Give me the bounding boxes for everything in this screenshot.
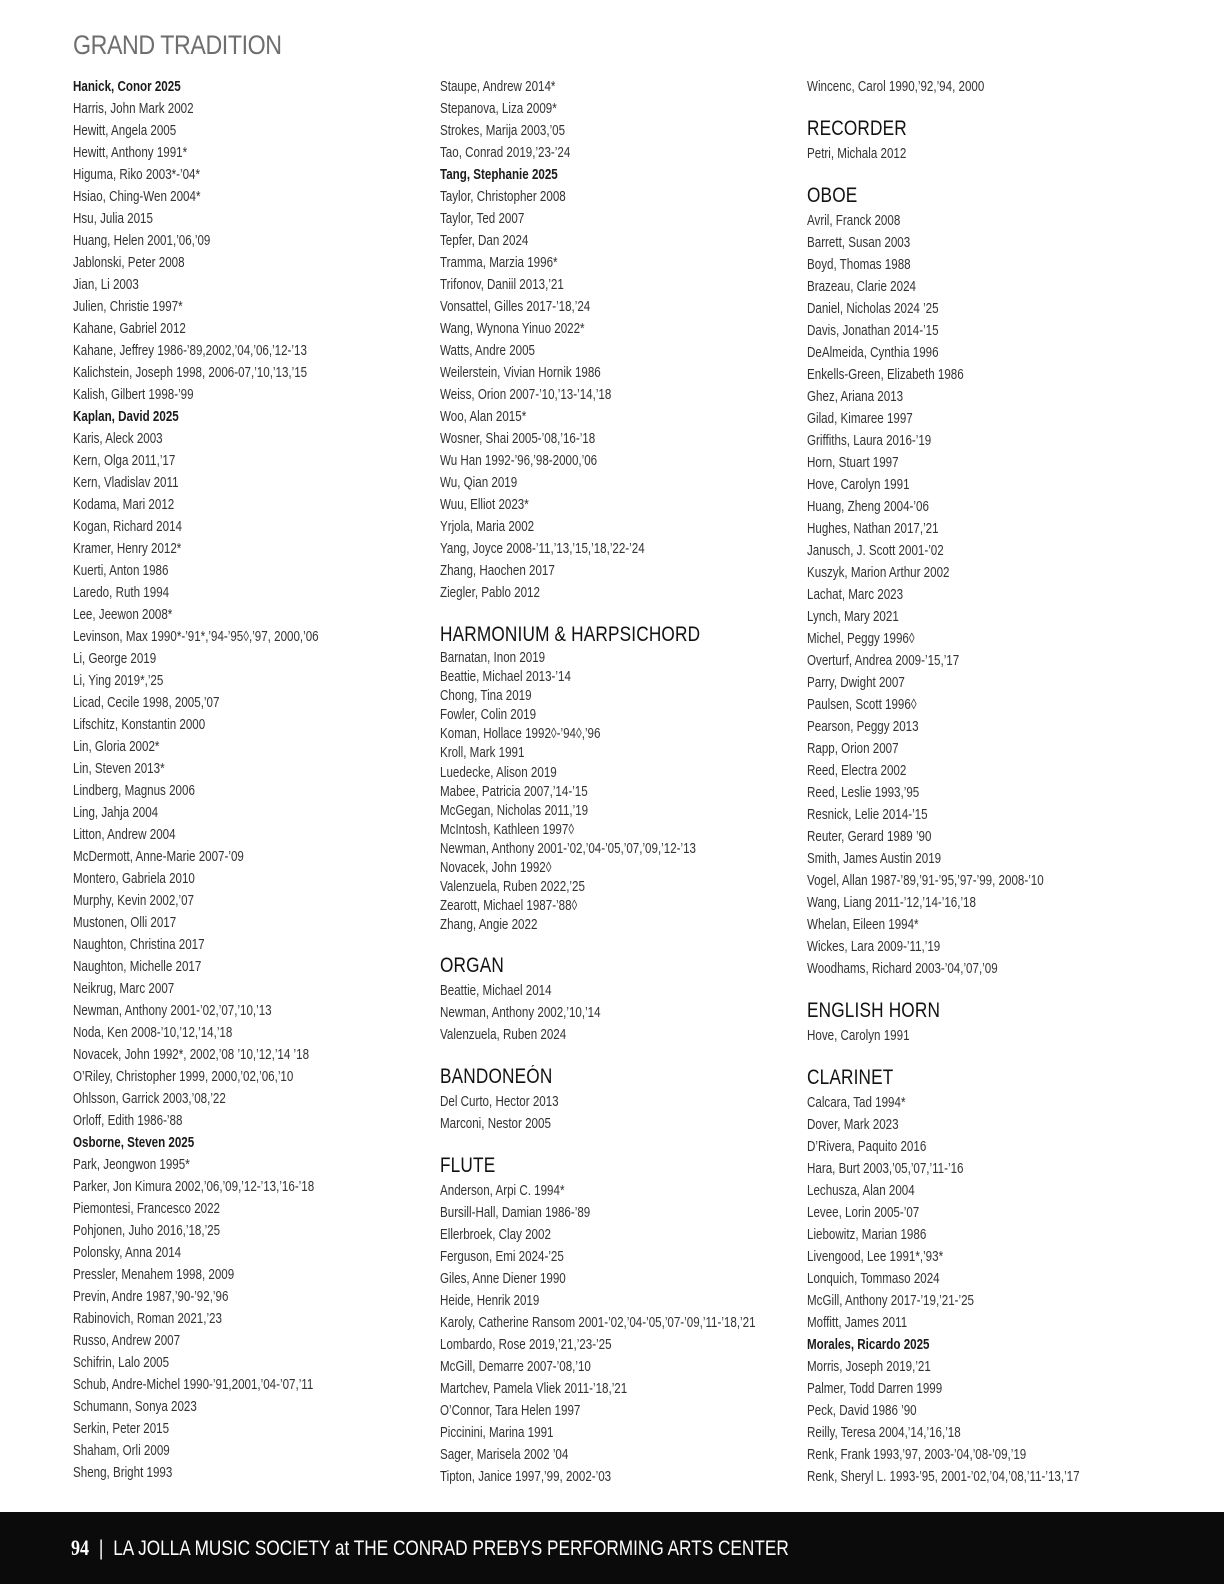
artist-entry: Wu Han 1992-’96,’98-2000,’06 bbox=[440, 453, 598, 469]
artist-entry: Sheng, Bright 1993 bbox=[73, 1465, 173, 1481]
artist-entry: Levee, Lorin 2005-’07 bbox=[807, 1205, 920, 1221]
artist-entry: Chong, Tina 2019 bbox=[440, 688, 532, 705]
artist-entry: Polonsky, Anna 2014 bbox=[73, 1245, 182, 1261]
artist-entry: Martchev, Pamela Vliek 2011-’18,’21 bbox=[440, 1381, 628, 1398]
artist-entry: Tipton, Janice 1997,’99, 2002-’03 bbox=[440, 1469, 612, 1486]
artist-entry: Vonsattel, Gilles 2017-’18,’24 bbox=[440, 299, 591, 315]
artist-entry: Wickes, Lara 2009-’11,’19 bbox=[807, 939, 941, 955]
artist-entry: Litton, Andrew 2004 bbox=[73, 827, 176, 843]
artist-entry: Gilad, Kimaree 1997 bbox=[807, 411, 913, 427]
artist-entry: Harris, John Mark 2002 bbox=[73, 101, 194, 117]
artist-entry: Piemontesi, Francesco 2022 bbox=[73, 1201, 221, 1217]
artist-entry: McDermott, Anne-Marie 2007-’09 bbox=[73, 849, 244, 865]
column-3 bbox=[807, 76, 1167, 1488]
artist-entry: Zearott, Michael 1987-’88◊ bbox=[440, 898, 578, 915]
artist-entry: Lachat, Marc 2023 bbox=[807, 587, 904, 603]
artist-entry: McGegan, Nicholas 2011,’19 bbox=[440, 802, 589, 819]
artist-entry: Mabee, Patricia 2007,’14-’15 bbox=[440, 783, 588, 800]
artist-entry: Renk, Frank 1993,’97, 2003-’04,’08-’09,’19 bbox=[807, 1447, 1027, 1463]
artist-entry: Koman, Hollace 1992◊-’94◊,’96 bbox=[440, 726, 601, 743]
artist-entry: Licad, Cecile 1998, 2005,’07 bbox=[73, 695, 220, 711]
artist-entry: Newman, Anthony 2001-’02,’07,’10,’13 bbox=[73, 1003, 272, 1019]
artist-entry: Luedecke, Alison 2019 bbox=[440, 764, 557, 781]
artist-entry: Smith, James Austin 2019 bbox=[807, 851, 942, 867]
artist-entry: Yrjola, Maria 2002 bbox=[440, 519, 535, 535]
artist-entry: Parker, Jon Kimura 2002,’06,’09,’12-’13,’16-’18 bbox=[73, 1179, 315, 1195]
artist-entry: Lin, Steven 2013* bbox=[73, 761, 165, 777]
artist-list bbox=[807, 1092, 1167, 1488]
artist-entry: Parry, Dwight 2007 bbox=[807, 675, 905, 691]
section bbox=[807, 1064, 1167, 1488]
artist-entry: Tramma, Marzia 1996* bbox=[440, 255, 558, 271]
artist-entry: Li, Ying 2019*,’25 bbox=[73, 673, 164, 689]
artist-entry: Kahane, Jeffrey 1986-’89,2002,’04,’06,’12-’13 bbox=[73, 343, 307, 359]
artist-entry: Zhang, Angie 2022 bbox=[440, 917, 538, 934]
section bbox=[440, 1152, 800, 1488]
artist-entry: Woo, Alan 2015* bbox=[440, 409, 527, 425]
artist-entry: Kuszyk, Marion Arthur 2002 bbox=[807, 565, 950, 581]
artist-entry: Tepfer, Dan 2024 bbox=[440, 233, 529, 249]
artist-entry: Livengood, Lee 1991*,’93* bbox=[807, 1249, 944, 1265]
artist-entry: Shaham, Orli 2009 bbox=[73, 1443, 170, 1459]
artist-entry: Morris, Joseph 2019,’21 bbox=[807, 1359, 931, 1375]
artist-entry: Boyd, Thomas 1988 bbox=[807, 257, 911, 273]
section bbox=[807, 182, 1167, 980]
section bbox=[807, 997, 1167, 1047]
artist-entry: Barnatan, Inon 2019 bbox=[440, 650, 546, 666]
artist-entry: D’Rivera, Paquito 2016 bbox=[807, 1139, 927, 1155]
artist-entry: Hughes, Nathan 2017,’21 bbox=[807, 521, 939, 537]
artist-entry: Ling, Jahja 2004 bbox=[73, 805, 159, 821]
artist-entry: Weilerstein, Vivian Hornik 1986 bbox=[440, 365, 601, 381]
artist-entry: Davis, Jonathan 2014-’15 bbox=[807, 323, 939, 339]
artist-entry: Huang, Helen 2001,’06,’09 bbox=[73, 233, 211, 249]
artist-entry: Trifonov, Daniil 2013,’21 bbox=[440, 277, 564, 293]
artist-entry: Dover, Mark 2023 bbox=[807, 1117, 899, 1133]
artist-list bbox=[73, 76, 433, 1484]
artist-entry: Avril, Franck 2008 bbox=[807, 213, 901, 229]
artist-entry: Pohjonen, Juho 2016,’18,’25 bbox=[73, 1223, 221, 1239]
artist-entry: Huang, Zheng 2004-’06 bbox=[807, 499, 929, 515]
artist-entry: Naughton, Christina 2017 bbox=[73, 937, 205, 953]
artist-entry: Jian, Li 2003 bbox=[73, 277, 139, 293]
artist-entry: Hewitt, Angela 2005 bbox=[73, 123, 177, 139]
section-heading: RECORDER bbox=[807, 117, 907, 140]
artist-entry: Noda, Ken 2008-’10,’12,’14,’18 bbox=[73, 1025, 233, 1041]
artist-entry: Paulsen, Scott 1996◊ bbox=[807, 697, 917, 713]
artist-entry: Anderson, Arpi C. 1994* bbox=[440, 1183, 565, 1200]
artist-entry: Kern, Vladislav 2011 bbox=[73, 475, 179, 491]
artist-list bbox=[440, 980, 800, 1046]
artist-entry: O’Riley, Christopher 1999, 2000,’02,’06,’10 bbox=[73, 1069, 294, 1085]
artist-entry: Piccinini, Marina 1991 bbox=[440, 1425, 554, 1442]
artist-entry: Staupe, Andrew 2014* bbox=[440, 79, 556, 95]
artist-entry: Orloff, Edith 1986-’88 bbox=[73, 1113, 183, 1129]
artist-entry: Wuu, Elliot 2023* bbox=[440, 497, 529, 513]
artist-entry: Murphy, Kevin 2002,’07 bbox=[73, 893, 195, 909]
section bbox=[440, 76, 800, 604]
artist-entry: Lynch, Mary 2021 bbox=[807, 609, 899, 625]
artist-entry: Lee, Jeewon 2008* bbox=[73, 607, 173, 623]
artist-entry: Heide, Henrik 2019 bbox=[440, 1293, 540, 1310]
artist-entry: Marconi, Nestor 2005 bbox=[440, 1116, 551, 1133]
artist-entry: Griffiths, Laura 2016-’19 bbox=[807, 433, 932, 449]
artist-entry: Reilly, Teresa 2004,’14,’16,’18 bbox=[807, 1425, 961, 1441]
section bbox=[440, 1063, 800, 1135]
artist-entry: Lonquich, Tommaso 2024 bbox=[807, 1271, 940, 1287]
column-1 bbox=[73, 76, 433, 1484]
artist-entry: Lifschitz, Konstantin 2000 bbox=[73, 717, 206, 733]
artist-entry: Kodama, Mari 2012 bbox=[73, 497, 175, 513]
footer-text: LA JOLLA MUSIC SOCIETY at THE CONRAD PREBYS PERFORMING ARTS CENTER bbox=[113, 1537, 789, 1560]
artist-entry: Hsiao, Ching-Wen 2004* bbox=[73, 189, 201, 205]
artist-entry: Daniel, Nicholas 2024 ’25 bbox=[807, 301, 939, 317]
artist-entry: Lin, Gloria 2002* bbox=[73, 739, 160, 755]
section-heading: CLARINET bbox=[807, 1066, 894, 1089]
artist-entry: Novacek, John 1992◊ bbox=[440, 860, 552, 877]
artist-entry: Pressler, Menahem 1998, 2009 bbox=[73, 1267, 235, 1283]
artist-entry: Reed, Electra 2002 bbox=[807, 763, 907, 779]
artist-entry: Stepanova, Liza 2009* bbox=[440, 101, 557, 117]
artist-entry: Reuter, Gerard 1989 ’90 bbox=[807, 829, 932, 845]
artist-entry: Kuerti, Anton 1986 bbox=[73, 563, 169, 579]
artist-entry: Kramer, Henry 2012* bbox=[73, 541, 182, 557]
artist-entry: Ferguson, Emi 2024-’25 bbox=[440, 1249, 564, 1266]
artist-entry: Zhang, Haochen 2017 bbox=[440, 563, 555, 579]
artist-entry: Tang, Stephanie 2025 bbox=[440, 167, 558, 183]
artist-entry: Julien, Christie 1997* bbox=[73, 299, 183, 315]
artist-entry: Hove, Carolyn 1991 bbox=[807, 1028, 910, 1044]
artist-entry: Karis, Aleck 2003 bbox=[73, 431, 163, 447]
artist-entry: Kaplan, David 2025 bbox=[73, 409, 179, 425]
artist-entry: Wang, Wynona Yinuo 2022* bbox=[440, 321, 585, 337]
artist-entry: Kroll, Mark 1991 bbox=[440, 745, 525, 762]
artist-entry: Karoly, Catherine Ransom 2001-’02,’04-’05,’07-’09,’11-’18,’21 bbox=[440, 1315, 756, 1332]
artist-entry: Wang, Liang 2011-’12,’14-’16,’18 bbox=[807, 895, 976, 911]
artist-entry: Kogan, Richard 2014 bbox=[73, 519, 182, 535]
artist-entry: Brazeau, Clarie 2024 bbox=[807, 279, 916, 295]
artist-entry: Reed, Leslie 1993,’95 bbox=[807, 785, 920, 801]
artist-entry: Newman, Anthony 2001-’02,’04-’05,’07,’09,’12-’13 bbox=[440, 840, 697, 857]
artist-entry: Rabinovich, Roman 2021,’23 bbox=[73, 1311, 222, 1327]
section-heading: ORGAN bbox=[440, 954, 504, 978]
artist-list bbox=[440, 1180, 800, 1488]
artist-entry: Resnick, Lelie 2014-’15 bbox=[807, 807, 928, 823]
artist-entry: Beattie, Michael 2014 bbox=[440, 983, 552, 1000]
artist-entry: Yang, Joyce 2008-’11,’13,’15,’18,’22-’24 bbox=[440, 541, 645, 557]
artist-entry: Wu, Qian 2019 bbox=[440, 475, 518, 491]
artist-entry: Palmer, Todd Darren 1999 bbox=[807, 1381, 943, 1397]
artist-entry: Park, Jeongwon 1995* bbox=[73, 1157, 190, 1173]
artist-entry: Horn, Stuart 1997 bbox=[807, 455, 899, 471]
artist-entry: Hanick, Conor 2025 bbox=[73, 79, 181, 95]
section-heading: HARMONIUM & HARPSICHORD bbox=[440, 623, 701, 646]
artist-entry: Schumann, Sonya 2023 bbox=[73, 1399, 197, 1415]
artist-entry: Vogel, Allan 1987-’89,’91-’95,’97-’99, 2008-’10 bbox=[807, 873, 1044, 889]
artist-entry: Petri, Michala 2012 bbox=[807, 146, 907, 162]
footer-separator: | bbox=[98, 1537, 104, 1560]
artist-entry: Pearson, Peggy 2013 bbox=[807, 719, 919, 735]
artist-entry: Laredo, Ruth 1994 bbox=[73, 585, 170, 601]
artist-entry: Lombardo, Rose 2019,’21,’23-’25 bbox=[440, 1337, 612, 1354]
artist-entry: Lindberg, Magnus 2006 bbox=[73, 783, 195, 799]
column-2 bbox=[440, 76, 800, 1488]
page-footer bbox=[0, 1512, 1224, 1584]
artist-entry: Newman, Anthony 2002,’10,’14 bbox=[440, 1005, 601, 1022]
artist-entry: Jablonski, Peter 2008 bbox=[73, 255, 185, 271]
section-heading: OBOE bbox=[807, 184, 858, 207]
artist-entry: Del Curto, Hector 2013 bbox=[440, 1094, 559, 1111]
section-heading: ENGLISH HORN bbox=[807, 999, 941, 1022]
artist-entry: Previn, Andre 1987,’90-’92,’96 bbox=[73, 1289, 229, 1305]
artist-entry: Naughton, Michelle 2017 bbox=[73, 959, 202, 975]
artist-entry: Overturf, Andrea 2009-’15,’17 bbox=[807, 653, 960, 669]
artist-entry: Kalish, Gilbert 1998-’99 bbox=[73, 387, 194, 403]
artist-entry: O’Connor, Tara Helen 1997 bbox=[440, 1403, 581, 1420]
artist-entry: Barrett, Susan 2003 bbox=[807, 235, 911, 251]
artist-entry: Bursill-Hall, Damian 1986-’89 bbox=[440, 1205, 591, 1222]
artist-entry: Sager, Marisela 2002 ’04 bbox=[440, 1447, 569, 1464]
artist-entry: Valenzuela, Ruben 2024 bbox=[440, 1027, 567, 1044]
artist-entry: Peck, David 1986 ’90 bbox=[807, 1403, 917, 1419]
artist-entry: Calcara, Tad 1994* bbox=[807, 1095, 906, 1111]
artist-entry: Tao, Conrad 2019,’23-’24 bbox=[440, 145, 571, 161]
artist-entry: Ziegler, Pablo 2012 bbox=[440, 585, 540, 601]
artist-entry: Kern, Olga 2011,’17 bbox=[73, 453, 176, 469]
artist-entry: McIntosh, Kathleen 1997◊ bbox=[440, 821, 575, 838]
artist-entry: Montero, Gabriela 2010 bbox=[73, 871, 195, 887]
artist-entry: Schub, Andre-Michel 1990-’91,2001,’04-’07,’11 bbox=[73, 1377, 314, 1393]
artist-entry: Strokes, Marija 2003,’05 bbox=[440, 123, 566, 139]
artist-entry: Higuma, Riko 2003*-’04* bbox=[73, 167, 201, 183]
artist-entry: Lechusza, Alan 2004 bbox=[807, 1183, 915, 1199]
artist-entry: Hewitt, Anthony 1991* bbox=[73, 145, 188, 161]
artist-entry: Beattie, Michael 2013-’14 bbox=[440, 669, 571, 686]
artist-entry: Taylor, Ted 2007 bbox=[440, 211, 525, 227]
artist-entry: Ohlsson, Garrick 2003,’08,’22 bbox=[73, 1091, 226, 1107]
artist-entry: Neikrug, Marc 2007 bbox=[73, 981, 175, 997]
artist-entry: Mustonen, Olli 2017 bbox=[73, 915, 177, 931]
artist-entry: Ellerbroek, Clay 2002 bbox=[440, 1227, 551, 1244]
artist-entry: Russo, Andrew 2007 bbox=[73, 1333, 181, 1349]
artist-entry: Moffitt, James 2011 bbox=[807, 1315, 908, 1331]
page-number: 94 bbox=[71, 1535, 90, 1560]
artist-list bbox=[440, 649, 800, 935]
artist-list bbox=[807, 210, 1167, 980]
artist-entry: Michel, Peggy 1996◊ bbox=[807, 631, 915, 647]
section bbox=[440, 952, 800, 1046]
artist-entry: Serkin, Peter 2015 bbox=[73, 1421, 170, 1437]
artist-entry: Kahane, Gabriel 2012 bbox=[73, 321, 186, 337]
artist-entry: Li, George 2019 bbox=[73, 651, 157, 667]
artist-entry: Hsu, Julia 2015 bbox=[73, 211, 153, 227]
artist-entry: DeAlmeida, Cynthia 1996 bbox=[807, 345, 939, 361]
artist-list bbox=[440, 76, 800, 604]
artist-entry: Levinson, Max 1990*-’91*,’94-’95◊,’97, 2000,’06 bbox=[73, 629, 319, 645]
artist-entry: Woodhams, Richard 2003-’04,’07,’09 bbox=[807, 961, 998, 977]
artist-entry: Schifrin, Lalo 2005 bbox=[73, 1355, 170, 1371]
artist-entry: Valenzuela, Ruben 2022,’25 bbox=[440, 879, 585, 896]
artist-entry: Fowler, Colin 2019 bbox=[440, 707, 537, 724]
artist-entry: Wincenc, Carol 1990,’92,’94, 2000 bbox=[807, 79, 985, 95]
artist-list bbox=[807, 143, 1167, 165]
artist-entry: Wosner, Shai 2005-’08,’16-’18 bbox=[440, 431, 596, 447]
artist-entry: Giles, Anne Diener 1990 bbox=[440, 1271, 566, 1288]
artist-entry: Liebowitz, Marian 1986 bbox=[807, 1227, 927, 1243]
artist-entry: Novacek, John 1992*, 2002,’08 ’10,’12,’14 ’18 bbox=[73, 1047, 310, 1063]
artist-list bbox=[440, 1091, 800, 1135]
artist-entry: McGill, Demarre 2007-’08,’10 bbox=[440, 1359, 591, 1376]
footer-line bbox=[71, 1535, 789, 1561]
artist-entry: Osborne, Steven 2025 bbox=[73, 1135, 195, 1151]
page-title: GRAND TRADITION bbox=[73, 30, 282, 60]
section-heading: BANDONEÓN bbox=[440, 1065, 553, 1089]
artist-entry: Enkells-Green, Elizabeth 1986 bbox=[807, 367, 964, 383]
artist-list bbox=[807, 76, 1167, 98]
artist-entry: Whelan, Eileen 1994* bbox=[807, 917, 919, 933]
artist-entry: Janusch, J. Scott 2001-’02 bbox=[807, 543, 944, 559]
artist-entry: Watts, Andre 2005 bbox=[440, 343, 536, 359]
artist-entry: McGill, Anthony 2017-’19,’21-’25 bbox=[807, 1293, 975, 1309]
section bbox=[807, 115, 1167, 165]
artist-list bbox=[807, 1025, 1167, 1047]
artist-entry: Kalichstein, Joseph 1998, 2006-07,’10,’13,’15 bbox=[73, 365, 308, 381]
artist-entry: Taylor, Christopher 2008 bbox=[440, 189, 566, 205]
artist-entry: Morales, Ricardo 2025 bbox=[807, 1337, 930, 1353]
artist-entry: Hove, Carolyn 1991 bbox=[807, 477, 910, 493]
section-heading: FLUTE bbox=[440, 1154, 496, 1178]
section bbox=[73, 76, 433, 1484]
artist-entry: Ghez, Ariana 2013 bbox=[807, 389, 904, 405]
artist-entry: Renk, Sheryl L. 1993-’95, 2001-’02,’04,’08,’11-’13,’17 bbox=[807, 1469, 1080, 1485]
artist-entry: Weiss, Orion 2007-’10,’13-’14,’18 bbox=[440, 387, 612, 403]
section bbox=[807, 76, 1167, 98]
artist-entry: Hara, Burt 2003,’05,’07,’11-’16 bbox=[807, 1161, 964, 1177]
artist-entry: Rapp, Orion 2007 bbox=[807, 741, 899, 757]
section bbox=[440, 621, 800, 935]
